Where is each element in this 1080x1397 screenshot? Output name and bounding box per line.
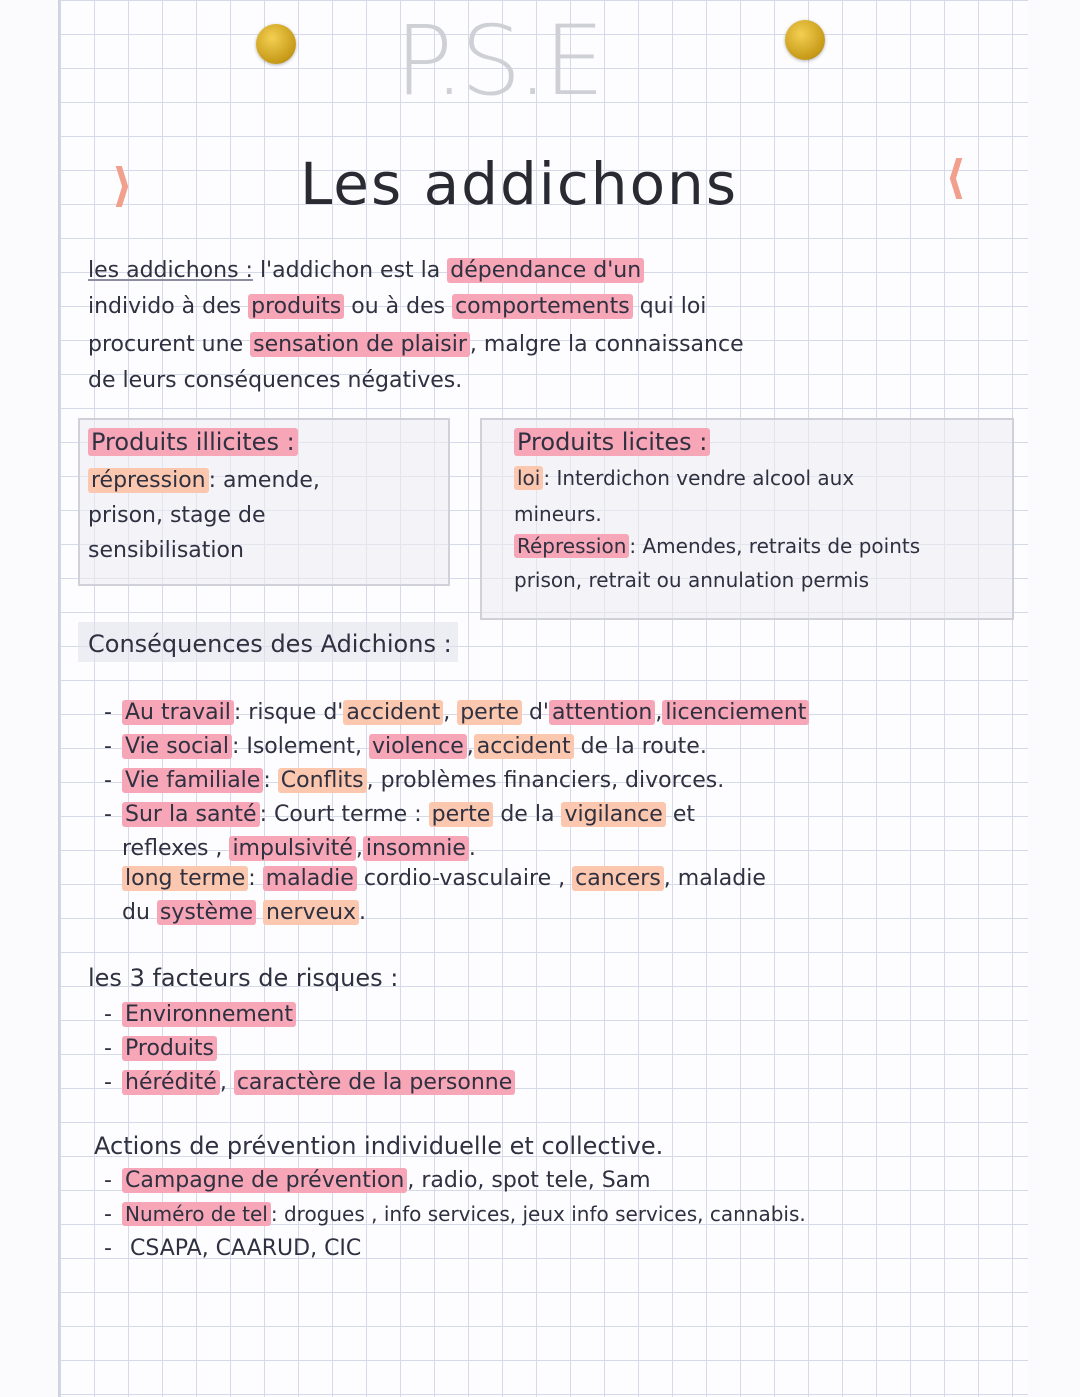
highlight-loi: loi xyxy=(514,466,543,490)
bullet-dash: - xyxy=(104,700,112,725)
intro-line-4: de leurs conséquences négatives. xyxy=(88,368,463,393)
highlight-environnement: Environnement xyxy=(122,1002,296,1027)
text: : xyxy=(248,866,256,891)
consequence-sante-2 xyxy=(122,836,476,861)
highlight-cancers: cancers xyxy=(572,866,664,891)
actions-title: Actions de prévention individuelle et collective. xyxy=(94,1132,664,1160)
highlight-perte: perte xyxy=(457,700,522,725)
text: , radio, spot tele, Sam xyxy=(407,1168,651,1193)
text: : drogues , info services, jeux info services, cannabis. xyxy=(270,1202,806,1226)
text: , maladie xyxy=(663,866,766,891)
highlight-label: Au travail xyxy=(122,700,234,725)
licit-title-text: Produits licites : xyxy=(514,428,710,456)
intro-line-1 xyxy=(88,258,644,283)
intro-line-3 xyxy=(88,332,744,357)
intro-text: l'addichon est la xyxy=(259,258,441,283)
text: , problèmes financiers, divorces. xyxy=(366,768,725,793)
bullet-dash: - xyxy=(104,1236,112,1261)
highlight-label: Vie familiale xyxy=(122,768,263,793)
illicit-line-1 xyxy=(88,468,320,493)
text: de la route. xyxy=(580,734,707,759)
text: . xyxy=(359,900,367,925)
text: , xyxy=(466,734,474,759)
highlight-heredite: hérédité xyxy=(122,1070,220,1095)
bullet-dash: - xyxy=(104,1036,112,1061)
highlight-numero: Numéro de tel xyxy=(122,1202,271,1226)
text: et xyxy=(672,802,695,827)
text: cordio-vasculaire , xyxy=(363,866,566,891)
text: , xyxy=(443,700,451,725)
highlight-long-terme: long terme xyxy=(122,866,248,891)
binder-hole-left xyxy=(256,24,296,64)
licit-line-2: mineurs. xyxy=(514,502,602,526)
consequence-sante-1 xyxy=(122,802,695,827)
intro-line-2 xyxy=(88,294,706,319)
text: : Isolement xyxy=(231,734,355,759)
illicit-title xyxy=(88,428,298,456)
text: reflexes , xyxy=(122,836,223,861)
action-numero xyxy=(122,1202,806,1226)
text: , xyxy=(354,734,362,759)
highlight-caractere: caractère de la personne xyxy=(234,1070,515,1095)
sparkle-right-icon: ⟨ xyxy=(945,150,967,204)
highlight-vigilance: vigilance xyxy=(561,802,665,827)
highlight-repression: Répression xyxy=(514,534,629,558)
consequence-sante-4 xyxy=(122,900,366,925)
intro-heading: les addichons : xyxy=(88,258,253,283)
illicit-line-2: prison, stage de xyxy=(88,503,266,528)
bullet-dash: - xyxy=(104,1002,112,1027)
highlight-maladie: maladie xyxy=(263,866,357,891)
bullet-dash: - xyxy=(104,1070,112,1095)
text: : risque d' xyxy=(233,700,344,725)
highlight-violence: violence xyxy=(369,734,467,759)
highlight-dependance: dépendance d'un xyxy=(447,258,644,283)
intro-text: procurent une xyxy=(88,332,244,357)
highlight-nerveux: nerveux xyxy=(263,900,359,925)
text: , xyxy=(655,700,663,725)
text: , xyxy=(219,1070,234,1095)
sparkle-left-icon: ⟩ xyxy=(112,158,134,212)
consequence-social xyxy=(122,734,707,759)
illicit-text: : amende, xyxy=(208,468,320,493)
highlight-accident: accident xyxy=(343,700,443,725)
text: de la xyxy=(500,802,555,827)
text: . xyxy=(468,836,476,861)
highlight-accident: accident xyxy=(474,734,574,759)
highlight-systeme: système xyxy=(157,900,256,925)
highlight-impulsivite: impulsivité xyxy=(229,836,355,861)
highlight-label: Vie social xyxy=(122,734,232,759)
facteur-item xyxy=(122,1070,515,1095)
highlight-perte: perte xyxy=(429,802,494,827)
highlight-licenciement: licenciement xyxy=(662,700,809,725)
binder-hole-right xyxy=(785,20,825,60)
facteur-item xyxy=(122,1036,217,1061)
bullet-dash: - xyxy=(104,1168,112,1193)
licit-line-3 xyxy=(514,534,920,558)
consequence-travail xyxy=(122,700,809,725)
subject-watermark: P.S.E xyxy=(395,5,601,117)
consequence-familiale xyxy=(122,768,724,793)
licit-line-1 xyxy=(514,466,854,490)
licit-text: : Amendes, retraits de points xyxy=(629,534,921,558)
highlight-produits: Produits xyxy=(122,1036,217,1061)
illicit-line-3: sensibilisation xyxy=(88,538,244,563)
text: : Court terme : xyxy=(259,802,422,827)
highlight-label: Sur la santé xyxy=(122,802,260,827)
bullet-dash: - xyxy=(104,734,112,759)
intro-text: ou à des xyxy=(351,294,446,319)
bullet-dash: - xyxy=(104,1202,112,1227)
highlight-produits: produits xyxy=(248,294,344,319)
page-title: Les addichons xyxy=(300,150,739,218)
bullet-dash: - xyxy=(104,802,112,827)
highlight-conflits: Conflits xyxy=(278,768,367,793)
consequences-title: Conséquences des Adichions : xyxy=(88,630,452,658)
intro-text: qui loi xyxy=(639,294,707,319)
intro-text: malgre la connaissance xyxy=(483,332,744,357)
text: d' xyxy=(528,700,549,725)
action-campagne xyxy=(122,1168,651,1193)
highlight-comportements: comportements xyxy=(452,294,633,319)
facteur-item xyxy=(122,1002,296,1027)
text: du xyxy=(122,900,150,925)
licit-title xyxy=(514,428,710,456)
highlight-insomnie: insomnie xyxy=(363,836,469,861)
consequence-sante-3 xyxy=(122,866,766,891)
highlight-sensation: sensation de plaisir xyxy=(250,332,470,357)
intro-text: , xyxy=(469,332,477,357)
highlight-campagne: Campagne de prévention xyxy=(122,1168,407,1193)
highlight-attention: attention xyxy=(549,700,655,725)
illicit-title-text: Produits illicites : xyxy=(88,428,298,456)
action-centres: CSAPA, CAARUD, CIC xyxy=(130,1236,362,1261)
text: : xyxy=(263,768,271,793)
highlight-repression: répression xyxy=(88,468,209,493)
text: , xyxy=(355,836,363,861)
licit-text: : Interdichon vendre alcool aux xyxy=(543,466,855,490)
licit-line-4: prison, retrait ou annulation permis xyxy=(514,568,870,592)
bullet-dash: - xyxy=(104,768,112,793)
intro-text: individo à des xyxy=(88,294,242,319)
facteurs-title: les 3 facteurs de risques : xyxy=(88,964,399,992)
